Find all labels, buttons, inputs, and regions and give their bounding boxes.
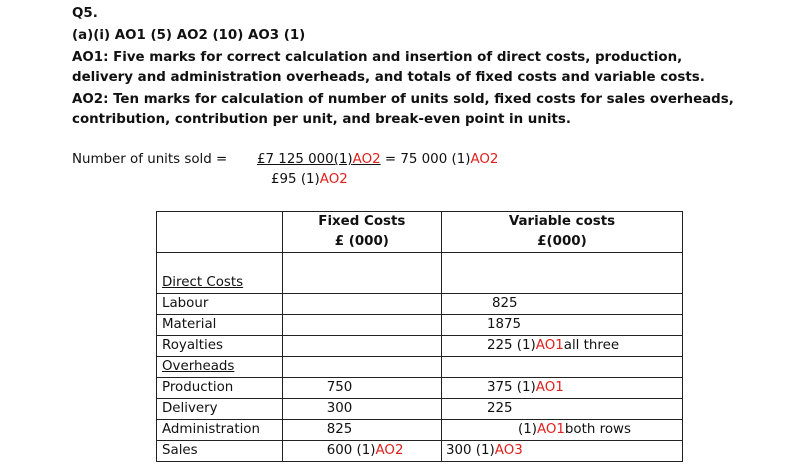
header-fixed-costs: Fixed Costs — [282, 212, 441, 233]
administration-variable: (1)AO1both rows — [441, 420, 682, 441]
production-ao: AO1 — [535, 380, 564, 395]
marks-allocation: (a)(i) AO1 (5) AO2 (10) AO3 (1) — [72, 28, 306, 43]
row-label-material: Material — [157, 315, 283, 336]
units-sold-numerator — [257, 150, 498, 170]
header-variable-costs: Variable costs — [441, 212, 682, 233]
numerator-mark: (1) — [333, 152, 353, 167]
table-row — [157, 357, 683, 378]
ao2-description-line1: AO2: Ten marks for calculation of number of units sold, fixed costs for sales overheads, — [72, 92, 734, 107]
table-row — [157, 315, 683, 336]
royalties-ao: AO1 — [535, 338, 564, 353]
result-ao: AO2 — [470, 152, 499, 167]
row-label-administration: Administration — [157, 420, 283, 441]
denominator-value: £95 (1) — [271, 172, 320, 187]
row-label-labour: Labour — [157, 294, 283, 315]
section-direct-costs: Direct Costs — [157, 273, 283, 294]
row-label-delivery: Delivery — [157, 399, 283, 420]
table-row — [157, 273, 683, 294]
question-number: Q5. — [72, 6, 98, 21]
production-variable: 375 (1)AO1 — [441, 378, 682, 399]
header-empty-cell — [157, 212, 283, 233]
units-sold-result: = 75 000 (1) — [384, 152, 471, 167]
units-sold-denominator — [271, 170, 348, 190]
table-header-unit-row — [157, 232, 683, 253]
production-fixed: 750 — [282, 378, 441, 399]
row-label-sales: Sales — [157, 441, 283, 462]
administration-note: both rows — [564, 422, 631, 437]
header-fixed-unit: £ (000) — [282, 232, 441, 253]
ao2-description-line2: contribution, contribution per unit, and break-even point in units. — [72, 112, 571, 127]
section-overheads: Overheads — [157, 357, 283, 378]
material-variable: 1875 — [441, 315, 682, 336]
header-variable-unit: £(000) — [441, 232, 682, 253]
table-row — [157, 441, 683, 462]
row-label-royalties: Royalties — [157, 336, 283, 357]
labour-variable: 825 — [441, 294, 682, 315]
delivery-fixed: 300 — [282, 399, 441, 420]
sales-variable: 300 (1)AO3 — [441, 441, 682, 462]
table-row — [157, 294, 683, 315]
ao1-description-line1: AO1: Five marks for correct calculation and insertion of direct costs, production, — [72, 50, 683, 65]
ao1-description-line2: delivery and administration overheads, and totals of fixed costs and variable costs. — [72, 70, 705, 85]
sales-fixed: 600 (1)AO2 — [282, 441, 441, 462]
administration-fixed: 825 — [282, 420, 441, 441]
numerator-ao: AO2 — [352, 152, 381, 167]
table-header-row — [157, 212, 683, 233]
cost-table — [156, 211, 683, 462]
table-row — [157, 253, 683, 274]
table-row — [157, 399, 683, 420]
delivery-variable: 225 — [441, 399, 682, 420]
royalties-variable: 225 (1)AO1all three — [441, 336, 682, 357]
sales-fixed-ao: AO2 — [375, 443, 404, 458]
numerator-value: £7 125 000 — [257, 152, 334, 167]
table-row — [157, 336, 683, 357]
royalties-note: all three — [563, 338, 620, 353]
sales-variable-ao: AO3 — [494, 443, 523, 458]
administration-ao: AO1 — [536, 422, 565, 437]
table-row — [157, 420, 683, 441]
table-row — [157, 378, 683, 399]
denominator-ao: AO2 — [319, 172, 348, 187]
units-sold-label: Number of units sold = — [72, 152, 228, 167]
row-label-production: Production — [157, 378, 283, 399]
